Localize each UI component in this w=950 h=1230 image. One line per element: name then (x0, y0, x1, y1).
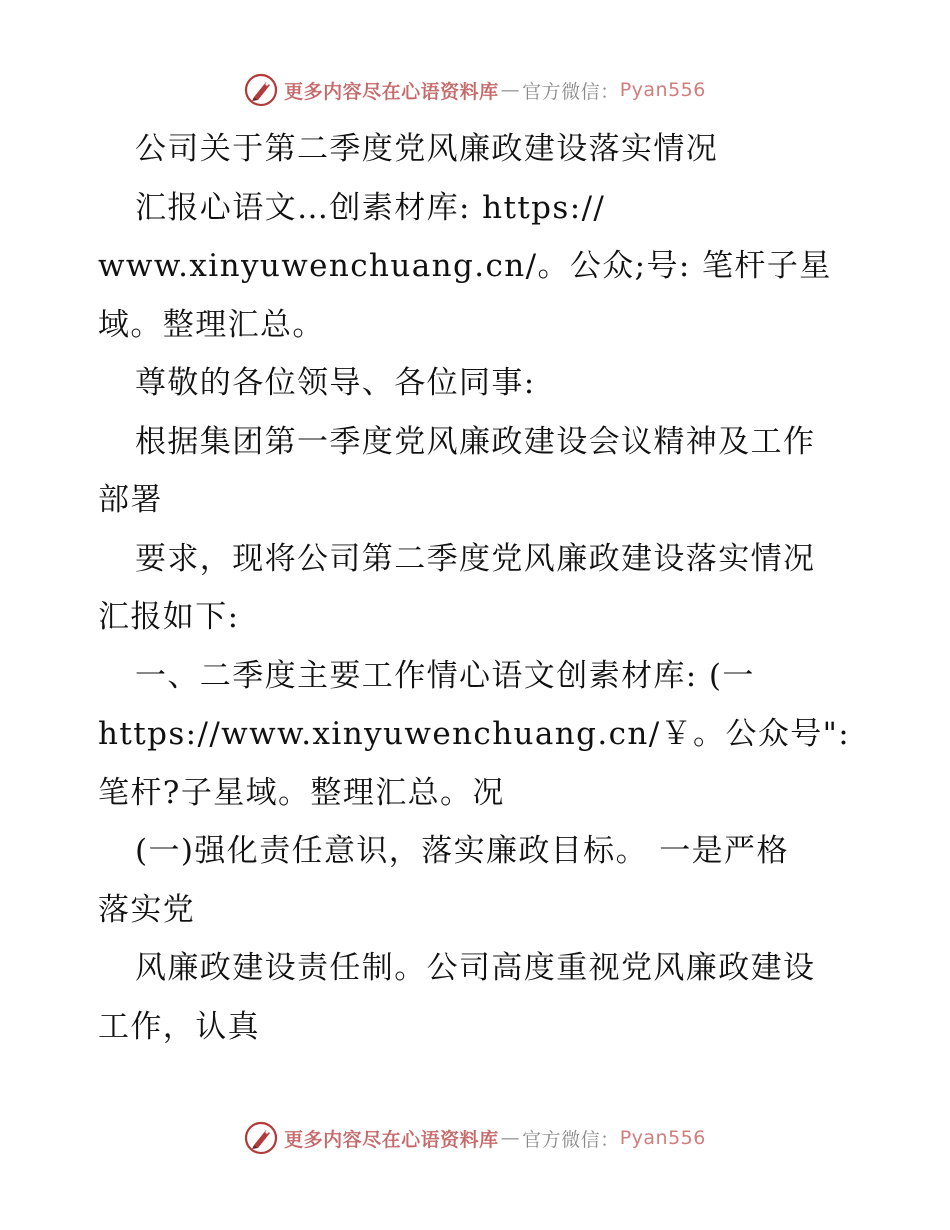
pen-logo-icon (244, 73, 278, 107)
document-body (98, 120, 868, 1056)
doc-line: https://www.xinyuwenchuang.cn/￥。公众号": (98, 716, 851, 752)
banner-title: 更多内容尽在心语资料库 (284, 80, 499, 103)
doc-line: 汇报心语文…创素材库: https:// (135, 189, 606, 226)
footer-watermark-banner (0, 1118, 950, 1158)
banner-wechat-label: 官方微信： (522, 1128, 620, 1151)
salutation-line: 尊敬的各位领导、各位同事: (135, 365, 536, 401)
doc-line: 要求，现将公司第二季度党风廉政建设落实情况 (135, 540, 816, 577)
doc-line: 落实党 (98, 891, 196, 928)
subsection-line: (一)强化责任意识，落实廉政目标。 一是严格 (135, 833, 789, 869)
doc-line: 笔杆?子星域。整理汇总。况 (98, 774, 505, 811)
doc-title-line: 公司关于第二季度党风廉政建设落实情况 (135, 131, 719, 167)
section-heading-line: 一、二季度主要工作情心语文创素材库: (一 (135, 657, 755, 694)
banner-wechat-id: Pyan556 (619, 1127, 706, 1149)
doc-line: 域。整理汇总。 (98, 306, 325, 343)
banner-dash: — (500, 1127, 521, 1149)
doc-line: 工作，认真 (98, 1008, 260, 1045)
pen-logo-icon (244, 1121, 278, 1155)
banner-wechat-id: Pyan556 (619, 79, 706, 101)
doc-line: 部署 (98, 482, 163, 518)
doc-line: www.xinyuwenchuang.cn/。公众;号: 笔杆子星 (98, 248, 832, 284)
doc-line: 风廉政建设责任制。公司高度重视党风廉政建设 (135, 950, 816, 986)
banner-title: 更多内容尽在心语资料库 (284, 1128, 499, 1151)
doc-line: 汇报如下: (98, 599, 240, 635)
banner-dash: — (500, 79, 521, 101)
header-watermark-banner (0, 70, 950, 110)
doc-line: 根据集团第一季度党风廉政建设会议精神及工作 (135, 423, 816, 460)
banner-wechat-label: 官方微信： (522, 80, 620, 103)
